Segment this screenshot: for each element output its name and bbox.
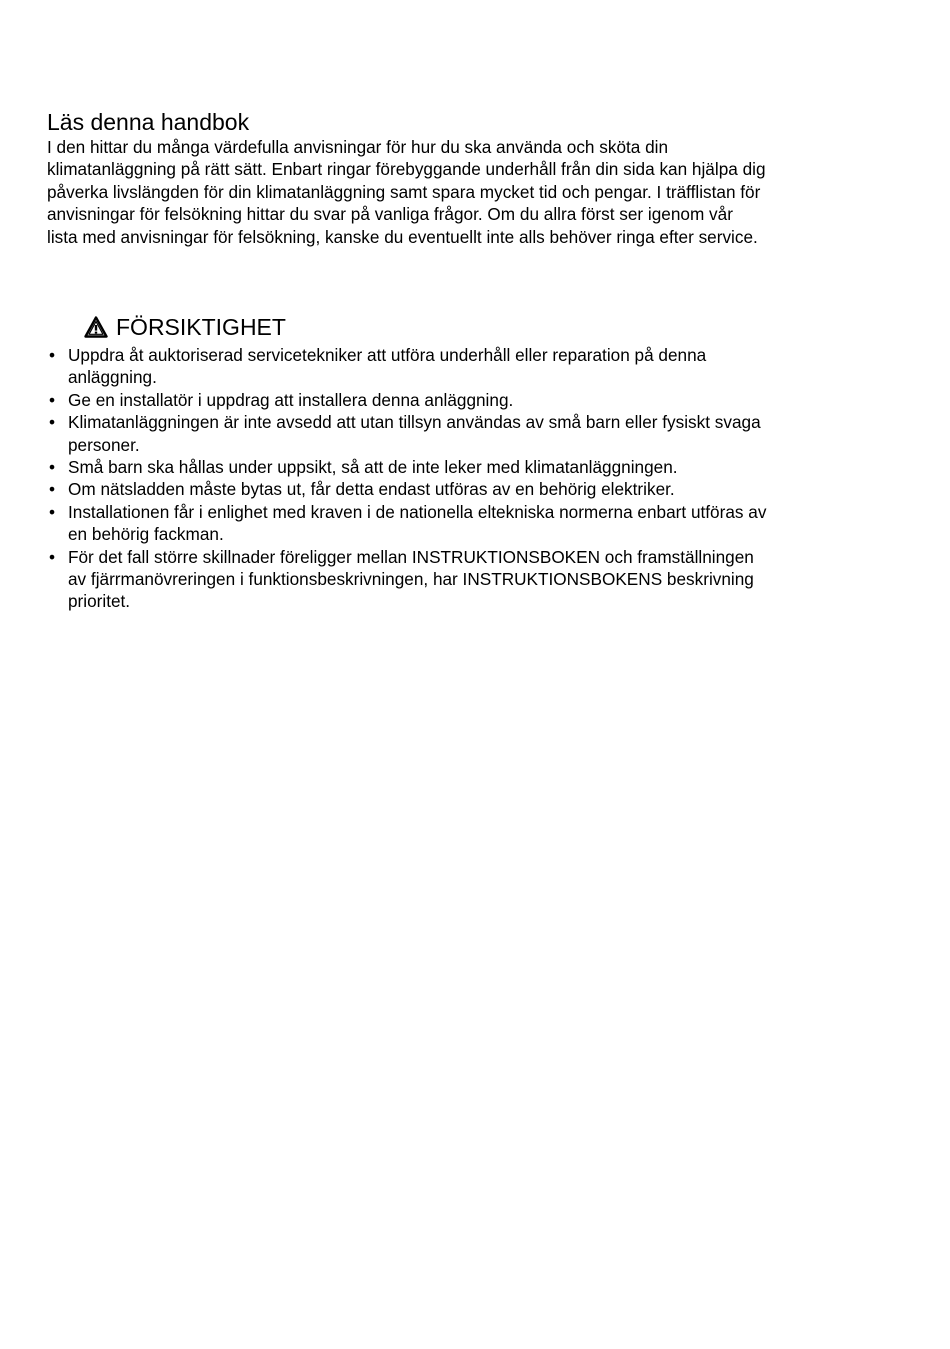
list-item-text: Små barn ska hållas under uppsikt, så att de inte leker med klimatanläggningen. bbox=[68, 457, 678, 478]
caution-section bbox=[47, 312, 867, 613]
bullet: • bbox=[49, 546, 56, 567]
list-item-text: För det fall större skillnader föreligger mellan INSTRUKTIONSBOKEN och framställningen av fjärrmanövreringen i funktionsbeskrivningen, har INSTRUKTIONSBOKENS beskrivning prioritet. bbox=[68, 546, 754, 612]
intro-heading: Läs denna handbok bbox=[47, 109, 250, 135]
list-item bbox=[47, 456, 867, 478]
bullet: • bbox=[49, 389, 56, 410]
list-item-text: Uppdra åt auktoriserad servicetekniker att utföra underhåll eller reparation på denna anläggning. bbox=[68, 345, 707, 388]
list-item bbox=[47, 501, 867, 546]
list-item-text: Klimatanläggningen är inte avsedd att utan tillsyn användas av små barn eller fysiskt svaga personer. bbox=[68, 412, 761, 455]
list-item bbox=[47, 478, 867, 500]
list-item-text: Installationen får i enlighet med kraven i de nationella eltekniska normerna enbart utföras av en behörig fackman. bbox=[68, 501, 767, 545]
list-item-text: Ge en installatör i uppdrag att installera denna anläggning. bbox=[68, 389, 514, 410]
caution-heading: FÖRSIKTIGHET bbox=[116, 313, 286, 340]
list-item bbox=[47, 389, 867, 411]
bullet: • bbox=[49, 345, 56, 365]
warning-triangle-icon bbox=[84, 316, 108, 338]
caution-heading-row bbox=[84, 312, 867, 342]
list-item-text: Om nätsladden måste bytas ut, får detta endast utföras av en behörig elektriker. bbox=[68, 479, 675, 500]
intro-section bbox=[47, 108, 867, 248]
list-item bbox=[47, 411, 867, 456]
list-item bbox=[47, 546, 867, 613]
bullet: • bbox=[49, 479, 56, 500]
bullet: • bbox=[49, 412, 56, 433]
bullet: • bbox=[49, 501, 56, 522]
list-item bbox=[47, 344, 867, 389]
caution-list bbox=[47, 344, 867, 613]
bullet: • bbox=[49, 457, 56, 478]
intro-paragraph: I den hittar du många värdefulla anvisningar för hur du ska använda och sköta din klimatanläggning på rätt sätt. Enbart ringar förebyggande underhåll från din sida kan hjälpa dig påverka livslängden för din klimatanläggning samt spara mycket tid och pengar. I träfflistan för anvisningar för felsökning hittar du svar på vanliga frågor. Om du allra först ser igenom vår lista med anvisningar för felsökning, kanske du eventuellt inte alls behöver ringa efter service. bbox=[47, 137, 766, 247]
